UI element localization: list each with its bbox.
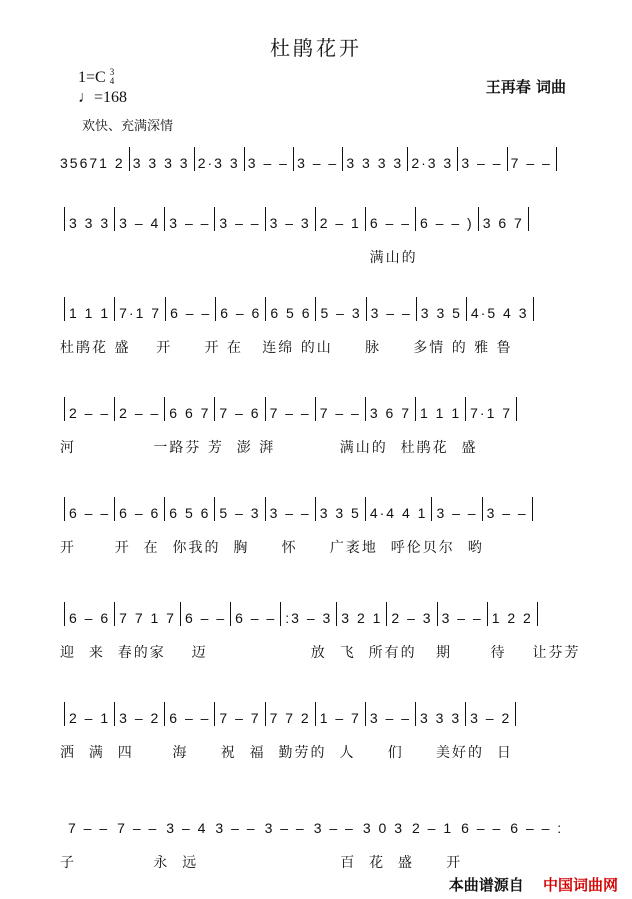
bar-line bbox=[415, 207, 416, 231]
measure: 3 – – bbox=[369, 710, 411, 726]
bar-line bbox=[532, 497, 533, 521]
bar-line bbox=[415, 702, 416, 726]
measure: 2 – – bbox=[69, 405, 111, 421]
bar-line bbox=[315, 397, 316, 421]
bar-line bbox=[64, 397, 65, 421]
measure: 3 3 5 bbox=[420, 305, 462, 321]
measure: 3 – – bbox=[264, 820, 306, 836]
mood-marking: 欢快、充满深情 bbox=[82, 119, 174, 134]
notation-line bbox=[60, 810, 564, 836]
bar-line bbox=[180, 602, 181, 626]
measure: 7 – – bbox=[510, 155, 552, 171]
measure: 4·4 4 1 bbox=[369, 505, 428, 521]
bar-line bbox=[315, 207, 316, 231]
bar-line bbox=[114, 297, 115, 321]
measure: 7·1 7 bbox=[119, 305, 162, 321]
bar-line bbox=[230, 602, 231, 626]
bar-line bbox=[315, 297, 316, 321]
measure: 3 – – bbox=[461, 155, 503, 171]
bar-line bbox=[114, 497, 115, 521]
measure: 3 – 4 bbox=[119, 215, 161, 231]
measure: 6 – – : bbox=[510, 820, 564, 836]
bar-line bbox=[164, 702, 165, 726]
measure: 3 – – bbox=[297, 155, 339, 171]
measure: 2 – 1 bbox=[319, 215, 361, 231]
measure: 2 – 1 bbox=[69, 710, 111, 726]
bar-line bbox=[215, 297, 216, 321]
bar-line bbox=[164, 207, 165, 231]
bar-line bbox=[528, 207, 529, 231]
bar-line bbox=[487, 602, 488, 626]
measure: 6 5 6 bbox=[169, 505, 211, 521]
measure: 6 – – bbox=[170, 305, 212, 321]
bar-line bbox=[64, 207, 65, 231]
bar-line bbox=[164, 397, 165, 421]
bar-line bbox=[478, 207, 479, 231]
bar-line bbox=[533, 297, 534, 321]
measure: 1 2 2 bbox=[491, 610, 533, 626]
measure: 3 0 3 bbox=[362, 820, 404, 836]
measure: 1 1 1 bbox=[419, 405, 462, 421]
bar-line bbox=[465, 702, 466, 726]
bar-line bbox=[336, 602, 337, 626]
bar-line bbox=[64, 602, 65, 626]
bar-line bbox=[466, 297, 467, 321]
bar-line bbox=[214, 497, 215, 521]
measure: 6 5 6 bbox=[270, 305, 312, 321]
key-signature bbox=[78, 68, 127, 108]
measure: 7 – – bbox=[319, 405, 361, 421]
measure: 3 3 3 bbox=[419, 710, 462, 726]
bar-line bbox=[214, 702, 215, 726]
measure: 3 6 7 bbox=[482, 215, 524, 231]
measure: 3 – – bbox=[370, 305, 412, 321]
measure: 7 7 2 bbox=[269, 710, 311, 726]
measure: 3 – 2 bbox=[470, 710, 512, 726]
measure: 2·3 3 bbox=[197, 155, 240, 171]
measure: 2 – – bbox=[119, 405, 161, 421]
bar-line bbox=[386, 602, 387, 626]
bar-line bbox=[516, 397, 517, 421]
bar-line bbox=[482, 497, 483, 521]
measure: 7 – 7 bbox=[219, 710, 261, 726]
measure: 3 – – bbox=[313, 820, 355, 836]
measure: 6 – 6 bbox=[119, 505, 161, 521]
score-system bbox=[60, 145, 560, 175]
score-system bbox=[60, 205, 560, 266]
lyrics-line: 洒 满 四 海 祝 福 勤劳的 人 们 美好的 日 bbox=[60, 745, 513, 761]
bar-line bbox=[265, 702, 266, 726]
measure: 3 3 3 bbox=[69, 215, 111, 231]
notation-line bbox=[60, 205, 560, 231]
bar-line bbox=[365, 207, 366, 231]
bar-line bbox=[64, 497, 65, 521]
time-bottom: 4 bbox=[109, 76, 115, 86]
measure: 6 – – ) bbox=[419, 215, 474, 231]
measure: 3 3 3 3 bbox=[132, 155, 190, 171]
measure: 7 – – bbox=[269, 405, 311, 421]
notation-line bbox=[60, 700, 560, 726]
measure: 3 3 3 3 bbox=[346, 155, 404, 171]
bar-line bbox=[114, 702, 115, 726]
bar-line bbox=[315, 497, 316, 521]
measure: 3 – 2 bbox=[119, 710, 161, 726]
notation-line bbox=[60, 295, 560, 321]
bar-line bbox=[431, 497, 432, 521]
measure: 3 – – bbox=[169, 215, 211, 231]
bar-line bbox=[64, 297, 65, 321]
measure: 3 2 1 bbox=[341, 610, 383, 626]
measure: 2 – 3 bbox=[391, 610, 433, 626]
bar-line bbox=[515, 702, 516, 726]
measure: 3 – – bbox=[436, 505, 478, 521]
measure: 3 – 4 bbox=[166, 820, 208, 836]
measure: 1 1 1 bbox=[69, 305, 111, 321]
measure: 3 – – bbox=[269, 505, 311, 521]
measure: 7 7 1 7 bbox=[119, 610, 176, 626]
bar-line bbox=[416, 297, 417, 321]
measure: 6 – – bbox=[69, 505, 111, 521]
bar-line bbox=[265, 497, 266, 521]
measure: 7·1 7 bbox=[470, 405, 513, 421]
bar-line bbox=[64, 702, 65, 726]
measure: 5 – 3 bbox=[320, 305, 362, 321]
measure: 35671 2 bbox=[60, 155, 125, 171]
measure: 6 – – bbox=[169, 710, 211, 726]
bar-line bbox=[437, 602, 438, 626]
score-system bbox=[60, 700, 560, 761]
measure: 2 – 1 bbox=[411, 820, 454, 836]
lyrics-line: 满山的 bbox=[60, 250, 418, 266]
notation-line bbox=[60, 600, 560, 626]
measure: 7 – – bbox=[117, 820, 159, 836]
measure: 4·5 4 3 bbox=[470, 305, 529, 321]
score-system bbox=[60, 295, 560, 356]
score-system bbox=[60, 495, 560, 556]
bar-line bbox=[214, 397, 215, 421]
measure: 3 – – bbox=[247, 155, 289, 171]
bar-line bbox=[366, 297, 367, 321]
measure: 6 – – bbox=[184, 610, 227, 626]
bar-line bbox=[114, 397, 115, 421]
bar-line bbox=[114, 602, 115, 626]
measure: 6 – – bbox=[369, 215, 411, 231]
lyrics-line: 杜鹃花 盛 开 开 在 连绵 的山 脉 多情 的 雅 鲁 bbox=[60, 340, 513, 356]
bar-line bbox=[265, 207, 266, 231]
time-signature bbox=[110, 68, 115, 86]
bar-line bbox=[365, 497, 366, 521]
bar-line bbox=[265, 297, 266, 321]
measure: 3 – – bbox=[486, 505, 528, 521]
score-system bbox=[60, 395, 560, 456]
bar-line bbox=[214, 207, 215, 231]
score-system bbox=[60, 600, 581, 661]
bar-line bbox=[165, 297, 166, 321]
notation-line bbox=[60, 495, 560, 521]
measure: 6 – 6 bbox=[220, 305, 262, 321]
footer-credit bbox=[449, 874, 618, 895]
notation-line bbox=[60, 145, 560, 171]
measure: 3 – – bbox=[441, 610, 483, 626]
lyrics-line: 开 开 在 你我的 胸 怀 广袤地 呼伦贝尔 哟 bbox=[60, 540, 484, 556]
bar-line bbox=[265, 397, 266, 421]
notation-line bbox=[60, 395, 560, 421]
bar-line bbox=[164, 497, 165, 521]
measure: 5 – 3 bbox=[219, 505, 261, 521]
measure: 3 6 7 bbox=[369, 405, 411, 421]
score-system bbox=[60, 810, 564, 871]
measure: 6 – – bbox=[235, 610, 277, 626]
measure: 3 – – bbox=[215, 820, 257, 836]
bar-line bbox=[114, 207, 115, 231]
measure: 1 – 7 bbox=[319, 710, 361, 726]
bar-line bbox=[537, 602, 538, 626]
time-top: 3 bbox=[109, 67, 115, 77]
source-label: 本曲谱源自 bbox=[448, 876, 524, 894]
measure: 7 – 6 bbox=[219, 405, 261, 421]
measure: :3 – 3 bbox=[285, 610, 333, 626]
measure: 3 – 3 bbox=[269, 215, 311, 231]
measure: 6 – 6 bbox=[69, 610, 111, 626]
bar-line bbox=[465, 397, 466, 421]
lyrics-line: 子 永 远 百 花 盛 开 bbox=[60, 855, 463, 871]
measure: 3 3 5 bbox=[319, 505, 361, 521]
bar-line bbox=[315, 702, 316, 726]
tempo-mark: ♩=168 bbox=[78, 89, 128, 106]
lyrics-line: 河 一路芬 芳 澎 湃 满山的 杜鹃花 盛 bbox=[60, 440, 478, 456]
key-text: 1=C bbox=[78, 69, 106, 86]
measure: 2·3 3 bbox=[411, 155, 454, 171]
lyrics-line: 迎 来 春的家 迈 放 飞 所有的 期 待 让芬芳 bbox=[60, 645, 581, 661]
bar-line bbox=[365, 397, 366, 421]
measure: 6 – – bbox=[461, 820, 503, 836]
measure: 6 6 7 bbox=[169, 405, 211, 421]
song-title: 杜鹃花开 bbox=[270, 36, 362, 60]
bar-line bbox=[280, 602, 281, 626]
site-name: 中国词曲网 bbox=[542, 876, 618, 894]
bar-line bbox=[415, 397, 416, 421]
author-credit: 王再春 词曲 bbox=[485, 78, 566, 96]
measure: 7 – – bbox=[68, 820, 110, 836]
bar-line bbox=[365, 702, 366, 726]
measure: 3 – – bbox=[219, 215, 261, 231]
